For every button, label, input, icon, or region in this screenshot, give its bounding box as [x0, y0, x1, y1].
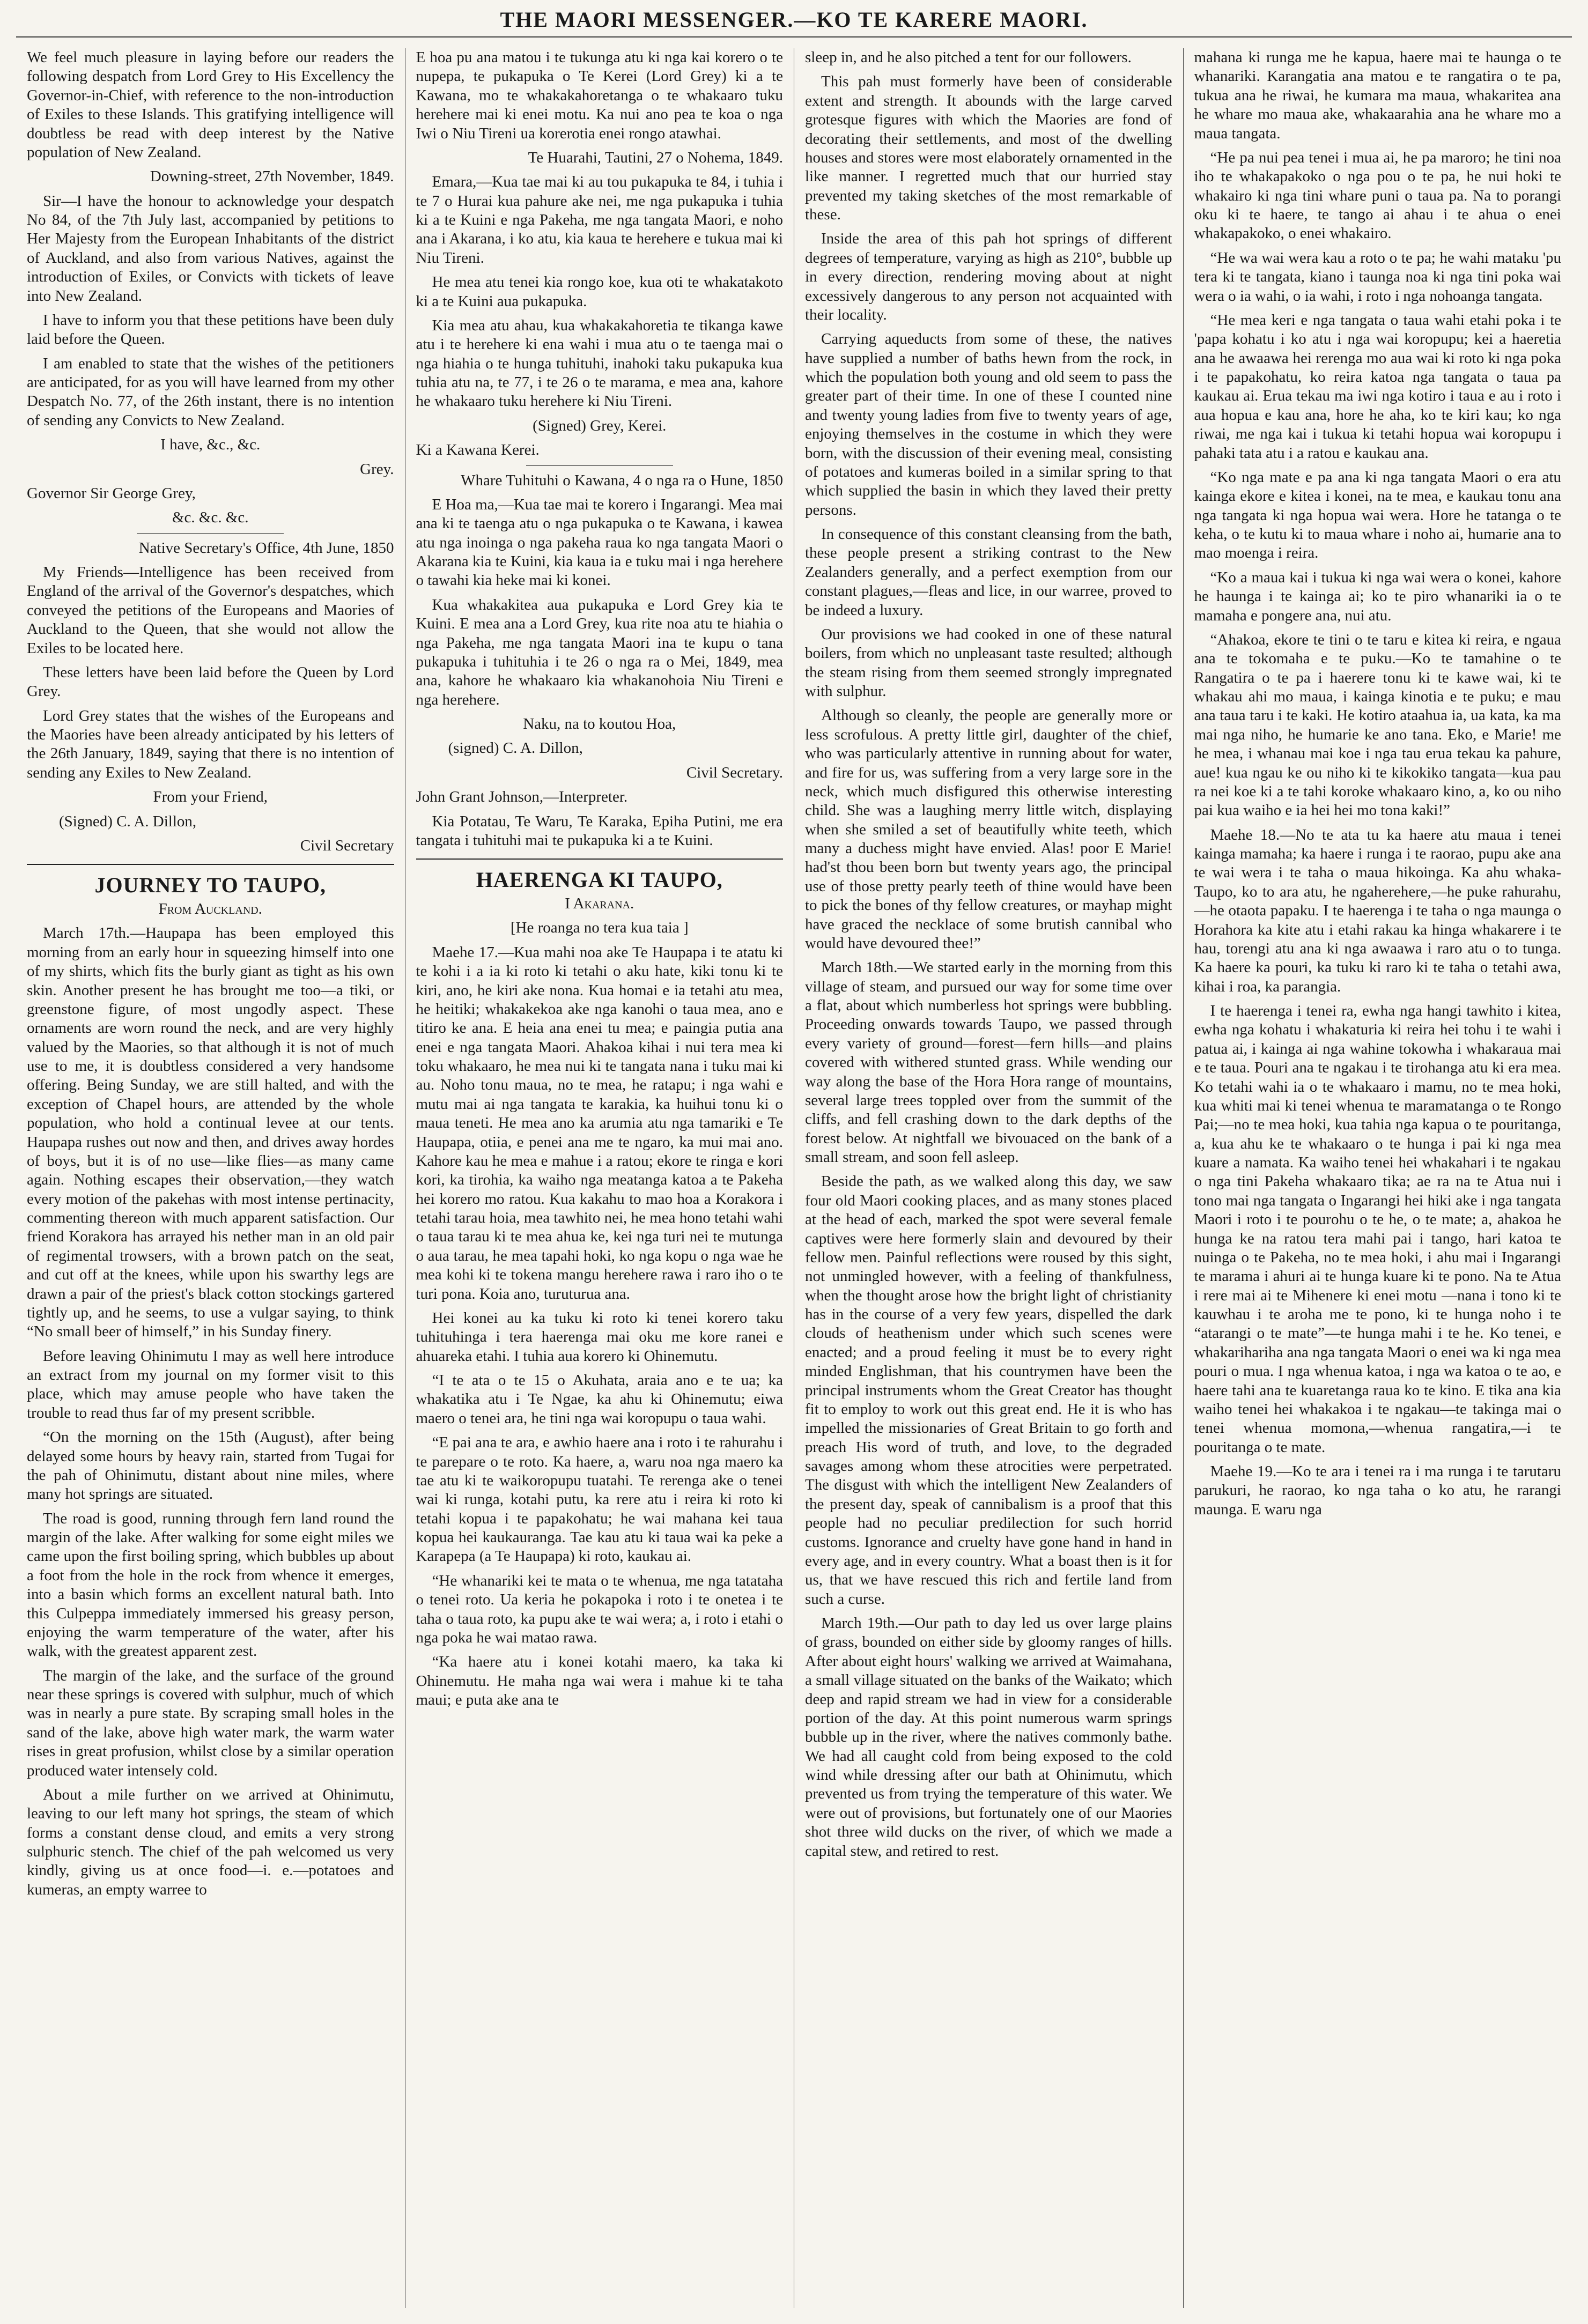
letter-from: From your Friend,: [153, 788, 268, 806]
haerenga-heading: HAERENGA KI TAUPO,: [476, 868, 723, 892]
letter-signed: (Signed) C. A. Dillon,: [59, 812, 197, 830]
journey-paragraph: In consequence of this constant cleansing from the bath, these people present a striking contrast to the New Zealanders generally, and a perfect exemption from our constant plagues,—fleas and lice, in our warree, proved to be indeed a luxury.: [805, 526, 1172, 619]
maori-signed: (Signed) Grey, Kerei.: [533, 417, 667, 434]
continued-note: [He roanga no tera kua taia ]: [510, 919, 689, 937]
column-1: [16, 48, 405, 2308]
journey-paragraph: March 18th.—We started early in the morning from this village of steam, and pursued our way for some time over a flat, about which numberless hot springs were bubbling. Proceeding onwards towards Taupo, we passed through every variety of ground—forest—fern hills—and plains covered with withered stunted grass. While wending our way along the base of the Hora Hora range of mountains, several large trees toppled over from the summit of the cliffs, and fell crashing down to the dark depths of the forest below. At nightfall we bivouaced on the bank of a small stream, and soon fell asleep.: [805, 959, 1172, 1166]
haerenga-paragraph: “E pai ana te ara, e awhio haere ana i roto i te rahurahu i te parepare o te roto. Ka haere, a, waru noa nga maero ka tae atu ki te waikoropupu tuatahi. Te rerenga ake o tenei wai ki runga, kotahi putu, ka rere atu i reira ki roto ki tetahi kopua i te papakohatu; he wai mahana kei taua kopua hei kaukauranga. Tae kau atu ki taua wai ka peke a Karapepa (a Te Haupapa) ki roto, kaukau ai.: [416, 1434, 783, 1565]
divider: [526, 465, 673, 466]
column-2: [405, 48, 795, 2308]
despatch-close: I have, &c., &c.: [160, 436, 261, 454]
maori-signed-2: (signed) C. A. Dillon,: [448, 739, 583, 757]
journey-subheading: From Auckland.: [158, 900, 262, 918]
haerenga-paragraph: “He mea keri e nga tangata o taua wahi etahi poka i te 'papa kohatu i ko atu i nga wai koropupu; kei a haeretia ana he awaawa hei rerenga mo aua wai ki roto ki nga poka i te papakohatu, ko reira katoa nga tangata o taua pa kaukau ai. Erua tekau ma iwi nga kotiro i taua e au i roto i aua hopua e kau ana, hore he aha, ko te kiri kau; ko nga riwai, me nga kai i tukua ki tetahi hopua wai koropupu i pahaki tata atu i a ratou e kaukau ana.: [1194, 311, 1561, 462]
journey-heading: JOURNEY TO TAUPO,: [94, 873, 326, 898]
haerenga-paragraph: “He pa nui pea tenei i mua ai, he pa maroro; he tini noa iho te whakapakoko o nga pou o te pa, he nui hoki te whakairo ki nga tini whare puni o taua pa. Na to porangi oku ki te haere, te tango ai ahau i te ahua o enei whakapakoko, o enei whakairo.: [1194, 149, 1561, 242]
journey-paragraph: Our provisions we had cooked in one of these natural boilers, from which no unpleasant taste resulted; although the steam rising from them seemed strongly impregnated with sulphur.: [805, 625, 1172, 700]
letter-paragraph: Lord Grey states that the wishes of the Europeans and the Maories have been already anticipated by his letters of the 26th January, 1849, saying that there is no intention of sending any Exiles to New Zealand.: [27, 707, 394, 781]
journey-paragraph: Beside the path, as we walked along this day, we saw four old Maori cooking places, and as many stones placed at the head of each, marked the spot were several female captives were here formerly slain and devoured by their fellow men. Painful reflections were roused by this sight, not unmingled however, with a feeling of thankfulness, when the thought arose how the bright light of christianity has in the course of a very few years, dispelled the dark clouds of heathenism under which such scenes were enacted; and a proud feeling it must be to every right minded Englishman, that his countrymen have been the principal instruments whom the Great Creator has thought fit to employ to work out this great end. He it is who has impelled the missionaries of Great Britain to go forth and preach His word of truth, and love, to the degraded savages among whom these atrocities were perpetrated. The disgust with which the intelligent New Zealanders of the present day, speak of cannibalism is a proof that this people had no peculiar predilection for such horrid customs. Ignorance and cruelty have gone hand in hand in every age, and in every country. What a boast then is it for us, that we have rescued this rich and fertile land from such a curse.: [805, 1173, 1172, 1608]
journey-paragraph: The margin of the lake, and the surface of the ground near these springs is covered with sulphur, much of which was in nearly a pure state. By scraping small holes in the sand of the lake, above high water mark, the warm water rises in great profusion, whilst close by a similar operation produced water intensely cold.: [27, 1667, 394, 1779]
letter-paragraph: These letters have been laid before the Queen by Lord Grey.: [27, 663, 394, 700]
maori-paragraph: Kia mea atu ahau, kua whakakahoretia te tikanga kawe atu i te herehere ki ena wahi i mua atu o te taenga mai o nga hiahia o te hunga tuhituhi, inahoki taku pukapuka kua tuhia atu na, te 77, i te 26 o te marama, e mea ana, kahore he whakaaro tuku herehere ki Niu Tireni.: [416, 316, 783, 410]
journey-paragraph: March 19th.—Our path to day led us over large plains of grass, bounded on either side by gloomy ranges of hills. After about eight hours' walking we arrived at Waimahana, a small village situated on the banks of the Waikato; which deep and rapid stream we had in view for a considerable portion of the day. At this point numerous warm springs bubble up in the river, where the natives commonly bathe. We had all caught cold from being exposed to the cold wind while dressing after our bath at Ohinimutu, which prevented us from trying the temperature of this water. We were out of provisions, but fortunately one of our Maories shot three wild ducks on the river, of which we made a capital stew, and retired to rest.: [805, 1615, 1172, 1860]
despatch-signer: Grey.: [360, 460, 394, 478]
maori-paragraph: E Hoa ma,—Kua tae mai te korero i Ingarangi. Mea mai ana ki te taenga atu o nga pukapuka o te Kawana, i kawea atu nga inoinga o nga pakeha raua ko nga tangata Maori o Akarana kia te Kuini, kia kaua ia e tuku mai i nga herehere o tawahi kia heke mai ki konei.: [416, 495, 783, 589]
journey-paragraph: March 17th.—Haupapa has been employed this morning from an early hour in squeezing himself into one of my shirts, which fits the burly giant as tight as his own skin. Another present he has brought me too—a tiki, or greenstone figure, of most ungodly aspect. These ornaments are worn round the neck, and are very highly valued by the Maories, so that although it is not of much use to me, it is doubtless considered a very handsome offering. Being Sunday, we are still halted, and with the exception of Chapel hours, are attended by the whole population, who hold a continual levee at our tents. Haupapa rushes out now and then, and drives away hordes of boys, but it is of no use—like flies—as many came again. Nothing escapes their observation,—they watch every motion of the pakehas with most intense pertinacity, commenting thereon with much apparent satisfaction. Our friend Korakora has arrayed his nether man in an old pair of regimental trowsers, with a brown patch on the seat, and cut off at the knees, while upon his swarthy legs are drawn a pair of the priest's black cotton stockings gartered tightly up, and he seems, to use a vulgar saying, to think “No small beer of himself,” in his Sunday finery.: [27, 924, 394, 1341]
maori-dateline: Te Huarahi, Tautini, 27 o Nohema, 1849.: [528, 149, 783, 166]
maori-naku: Naku, na to koutou Hoa,: [523, 715, 676, 732]
haerenga-paragraph: Maehe 17.—Kua mahi noa ake Te Haupapa i te atatu ki te kohi i a ia ki roto ki tetahi o aku hate, kiki tonu ki te kiri, ano, he kiri ake nona. Kua homai e ia tetahi atu mea, he heitiki; whakakekoa ake nga kanohi o taua mea, ano e titiro ke ana. E heia ana enei tu mea; e paingia putia ana enei e nga tangata Maori. Ahakoa kihai i nui tera mea ki toku whakaaro, he mea nui ki te tangata nana i tuku mai ki au. Noho tonu maua, no te mea, he ratapu; i nga wahi e mutu mai ai nga tangata te karakia, ka huihui tonu ki o maua teneti. He mea ano ka arumia atu nga tamariki e Te Haupapa, otiia, e penei ana me te ngaro, ka mui mai ano. Kahore kau he mea e mahue i a ratou; ekore te ringa e kori kori, ka tirohia, ka waiho nga meatanga katoa a te Pakeha hei korero mo ratou. Kua kakahu to mao hoa a Korakora i tetahi tarau hoia, mea tawhito nei, he mea hono tetahi wahi o taua tarau ki te mea ahua ke, kei nga turi nei te mutunga o aua tarau, he mea tapahi hoki, ko nga kopu o nga wae he mea kohi ki te tokena mangu herehere rawa i raro iho o te turi pona. Koia ano, turuturua ana.: [416, 943, 783, 1302]
journey-paragraph: Inside the area of this pah hot springs of different degrees of temperature, varying as high as 210°, bubble up in every direction, rendering moving about at night excessively dangerous to any person not acquainted with their locality.: [805, 230, 1172, 323]
continued-fragment: sleep in, and he also pitched a tent for our followers.: [805, 49, 1132, 66]
journey-paragraph: About a mile further on we arrived at Ohinimutu, leaving to our left many hot springs, the steam of which forms a constant dense cloud, and emits a very strong sulphuric stench. The chief of the pah welcomed us very kindly, giving us at once food—i. e.—potatoes and kumeras, an empty warree to: [27, 1786, 394, 1898]
haerenga-paragraph: “Ko a maua kai i tukua ki nga wai wera o konei, kahore he haunga i te kainga ai; ko te piro whanariki ia o te mamaha e pongere ana, nui atu.: [1194, 568, 1561, 624]
section-divider: [27, 864, 394, 865]
haerenga-paragraph: “I te ata o te 15 o Akuhata, araia ano e te ua; ka whakatika atu i Te Ngae, ka ahu ki Ohinemutu; eiwa maero o tenei ara, he tini nga wai koropupu o taua wahi.: [416, 1372, 783, 1427]
journey-paragraph: “On the morning on the 15th (August), after being delayed some hours by heavy rain, started from Tugai for the pah of Ohinimutu, distant about nine miles, where many hot springs are situated.: [27, 1429, 394, 1503]
maori-paragraph: He mea atu tenei kia rongo koe, kua oti te whakatakoto ki a te Kuini aua pukapuka.: [416, 273, 783, 310]
masthead: THE MAORI MESSENGER.—KO TE KARERE MAORI.: [16, 6, 1572, 38]
letter-paragraph: My Friends—Intelligence has been received from England of the arrival of the Governor's despatches, which conveyed the petitions of the Europeans and Maories of Auckland to the Queen, that she would not allow the Exiles to be located here.: [27, 564, 394, 657]
haerenga-paragraph: Maehe 18.—No te ata tu ka haere atu maua i tenei kainga mamaha; ka haere i runga i te raorao, pupu ake ana te wai wera i te taha o maua hikoinga. Ka ahu whaka-Taupo, ko to ara atu, he ngaherehere,—he puke rahurahu,—he otaota papaku. I te haerenga i te taha o nga maunga o Horahora ka kite atu i etahi rakau ka hinga whakarere i te hau, torengi atu ana ki nga awaawa i raro atu o to tunga. Ka haere ka pouri, ka tuku ki raro ki te taha o tetahi awa, kihai i roa, ka parangia.: [1194, 826, 1561, 995]
haerenga-paragraph: “He whanariki kei te mata o te whenua, me nga tatataha o tenei roto. Ua keria he pokapoka i roto i te onetea i te taha o taua roto, ka pupu ake te wai wera; a, i roto i etahi o nga poka he wai matao rawa.: [416, 1572, 783, 1646]
column-3: [794, 48, 1184, 2308]
dateline-downing-street: Downing-street, 27th November, 1849.: [150, 168, 394, 186]
haerenga-subheading: I Akarana.: [565, 895, 634, 913]
journey-paragraph: The road is good, running through fern land round the margin of the lake. After walking for some eight miles we came upon the first boiling spring, which bubbles up about a foot from the hole in the rock from whence it emerges, into a basin which forms an excellent natural bath. Into this Culpeppa immediately immersed his greasy person, enjoying the warm temperature of the water, after his walk, with the greatest apparent zest.: [27, 1509, 394, 1660]
haerenga-paragraph: Hei konei au ka tuku ki roto ki tenei korero taku tuhituhinga i tera haerenga mai oku me kore ranei e ahuareka etahi. I tuhia aua korero ki Ohinemutu.: [416, 1309, 783, 1365]
haerenga-paragraph: “Ahakoa, ekore te tini o te taru e kitea ki reira, e ngaua ana te tokomaha e te puku.—Ko te tamahine o te Rangatira o te pa i haerere tonu ki te kawe wai, ki te whakau ahi mo maua, i kainga kinotia e te puku; e mau ana taua taru i te kaki. He kotiro ataahua ia, ua kata, ka ma mai nga niho, he humarie ke ano tana. Eko, e Marie! me he mea, i whanau mai koe i nga tau erua tekau ka pahure, aue! kua ngau ke ou niho ki te kikokiko tangata—kua pau ra nei koe ki a te tahi koroke whakaaro kino, a, ko ou niho pai kua waiho e ia hei hei mo tona kaki!”: [1194, 631, 1561, 819]
dateline-native-office: Native Secretary's Office, 4th June, 1850: [138, 539, 394, 557]
maori-addressee: Ki a Kawana Kerei.: [416, 441, 540, 459]
continued-fragment: mahana ki runga me he kapua, haere mai te haunga o te whanariki. Karangatia ana matou e te rangatira o te pa, tukua ana he riwai, he kumara ma maua, whakaritea ana he whare mo maua ake, whakaarahia ana he whare mo a maua tangata.: [1194, 49, 1561, 142]
interpreter-line: John Grant Johnson,—Interpreter.: [416, 788, 628, 806]
journey-paragraph: Before leaving Ohinimutu I may as well here introduce an extract from my journal on my former visit to this place, which may amuse people who have taken the trouble to read thus far of my present scribble.: [27, 1347, 394, 1422]
journey-paragraph: This pah must formerly have been of considerable extent and strength. It abounds with the large carved grotesque figures with which the Maories are fond of decorating their settlements, and most of the dwelling houses and stores were most elaborately ornamented in the like manner. I regretted much that our hurried stay prevented my taking sketches of the most remarkable of these.: [805, 73, 1172, 223]
haerenga-paragraph: “He wa wai wera kau a roto o te pa; he wahi mataku 'pu tera ki te tangata, kiano i taunga noa ki nga tini poka wai wera o ia wahi, o ia wahi, i roto i nga nohoanga tangata.: [1194, 249, 1561, 305]
journey-paragraph: Carrying aqueducts from some of these, the natives have supplied a number of baths hewn from the rock, in which the population both young and old seem to pass the greater part of their time. In one of these I counted nine and twenty young ladies from five to twenty years of age, enjoying themselves in the costume in which they were born, with the discussion of their evening meal, consisting of potatoes and kumeras boiled in a similar spring to that which supplied the basin in which they laved their pretty persons.: [805, 330, 1172, 519]
maori-paragraph: Kia Potatau, Te Waru, Te Karaka, Epiha Putini, me era tangata i tuhituhi mai te pukapuka ki a te Kuini.: [416, 812, 783, 849]
haerenga-paragraph: “Ko nga mate e pa ana ki nga tangata Maori o era atu kainga ekore e kitea i konei, na te mea, e kaukau tonu ana nga tangata ki nga hopua wai wera. Hore he tatanga o te keha, o te kutu ki to maua whare i noho ai, humarie ana to mao moenga i reira.: [1194, 468, 1561, 562]
despatch-paragraph: I am enabled to state that the wishes of the petitioners are anticipated, for as you will have learned from my other Despatch No. 77, of the 26th instant, there is no intention of sending any Convicts to New Zealand.: [27, 354, 394, 429]
maori-paragraph: Kua whakakitea aua pukapuka e Lord Grey kia te Kuini. E mea ana a Lord Grey, kua rite noa atu te hiahia o nga Pakeha, me nga tangata Maori ina te kupu o tana pukapuka i tuhituhia i te 26 o nga ra o Mei, 1849, mea ana, kahore he whakaaro kia whakanohoia Niu Tireni e nga herehere.: [416, 596, 783, 708]
addressee: Governor Sir George Grey,: [27, 484, 196, 502]
maori-paragraph: Emara,—Kua tae mai ki au tou pukapuka te 84, i tuhia i te 7 o Hurai kua pahure ake nei, me nga pukapuka i tuhia ki a te Kuini e nga Pakeha, me nga tangata Maori, e noho ana i Akarana, i ko atu, kia kaua te herehere e tukua mai ki Niu Tireni.: [416, 173, 783, 267]
maori-intro: E hoa pu ana matou i te tukunga atu ki nga kai korero o te nupepa, te pukapuka o Te Kerei (Lord Grey) ki a te Kawana, mo te whakakahoretanga o te whakaaro tuku herehere mai ki enei motu. Ka nui ano pea te koa o nga Iwi o Niu Tireni ua korerotia enei rongo atawhai.: [416, 49, 783, 142]
maori-civil: Civil Secretary.: [686, 764, 783, 781]
section-divider: [416, 858, 784, 860]
etc-line: &c. &c. &c.: [172, 509, 249, 527]
divider: [137, 533, 284, 534]
despatch-paragraph: Sir—I have the honour to acknowledge your despatch No 84, of the 7th July last, accompanied by petitions to Her Majesty from the European Inhabitants of the district of Auckland, and also from various Natives, against the introduction of Exiles, or Convicts with tickets of leave into New Zealand.: [27, 192, 394, 305]
journey-paragraph: Although so cleanly, the people are generally more or less scrofulous. A pretty little girl, daughter of the chief, who was particularly attentive in running about for water, and fire for us, was suffering from a very large sore in the neck, which much disfigured this otherwise interesting child. She was a laughing merry little witch, displaying when she smiled a set of beautifully white teeth, which many a duchess might have envied. Alas! poor E Marie! had'st thou been born but twenty years ago, the principal use of those pretty pearly teeth of thine would have been to pick the bones of thy fellow creatures, or mayhap might have graced the necklace of some brutish cannibal who would have devoured thee!”: [805, 707, 1172, 952]
despatch-paragraph: I have to inform you that these petitions have been duly laid before the Queen.: [27, 311, 394, 348]
editorial-intro: We feel much pleasure in laying before our readers the following despatch from Lord Grey to His Excellency the Governor-in-Chief, with reference to the non-introduction of Exiles to these Islands. This gratifying intelligence will doubtless be read with deep interest by the Native population of New Zealand.: [27, 49, 394, 161]
haerenga-paragraph: Maehe 19.—Ko te ara i tenei ra i ma runga i te tarutaru parukuri, he raorao, ko nga taha o ko atu, he rarangi maunga. E waru nga: [1194, 1463, 1561, 1518]
haerenga-paragraph: I te haerenga i tenei ra, ewha nga hangi tawhito i kitea, ewha nga kohatu i whakaturia ki reira hei tohu i te wahi i patua ai, i kainga ai nga wahine tokowha i whakaraua mai e te taua. Pouri ana te ngakau i te tirohanga atu ki era mea. Ko tetahi wahi ia o te whakaaro i mamu, no te mea hoki, kua whiti mai ki tenei whenua te maramatanga o te Rongo Pai;—no te mea hoki, kua tahia nga kapua o te pouritanga, a, kua ahu ke te whakaaro o te hunga i pai ki nga mea kuare a namata. Ka waiho tenei hei whakahari i te ngakau o nga tini Pakeha whakaaro tika; ae ra na te Atua nui i tono mai nga tangata o Ingarangi hei hiki ake i nga tangata Maori i roto i te pourohu o te he, o te mate; a, ahakoa he hunga ke na ratou tera mahi pai i tango, hari katoa te nuinga o te Pakeha, no te mea hoki, i ahu mai i Ingarangi te marama i ahuri ai te hunga kuare ki te pono. Na te Atua i rere mai ai te Mihenere ki enei motu —nana i tono ki te kauwhau i te aroha me te pono, ki te hunga noho i te “atarangi o te mate”—te hunga mahi i te he. Ko tenei, e whakarihariha ana nga tangata Maori o enei wa ki nga mea pouri o mua. I nga whenua katoa, i nga wa katoa o te ao, e haere tahi ana te kuaretanga raua ko te kino. E tika ana kia waiho tenei hei whakakoa i te ngakau—te takinga mai o tenei whenua momona,—whenua rangatira,—i te pouritanga o te mate.: [1194, 1002, 1561, 1456]
column-grid: [16, 48, 1572, 2308]
letter-title: Civil Secretary: [300, 837, 394, 854]
maori-dateline-whare: Whare Tuhituhi o Kawana, 4 o nga ra o Hune, 1850: [461, 471, 783, 489]
column-4: [1184, 48, 1572, 2308]
haerenga-paragraph: “Ka haere atu i konei kotahi maero, ka taka ki Ohinemutu. He maha nga wai wera i mahue ki te taha maui; e puta ake ana te: [416, 1653, 783, 1709]
